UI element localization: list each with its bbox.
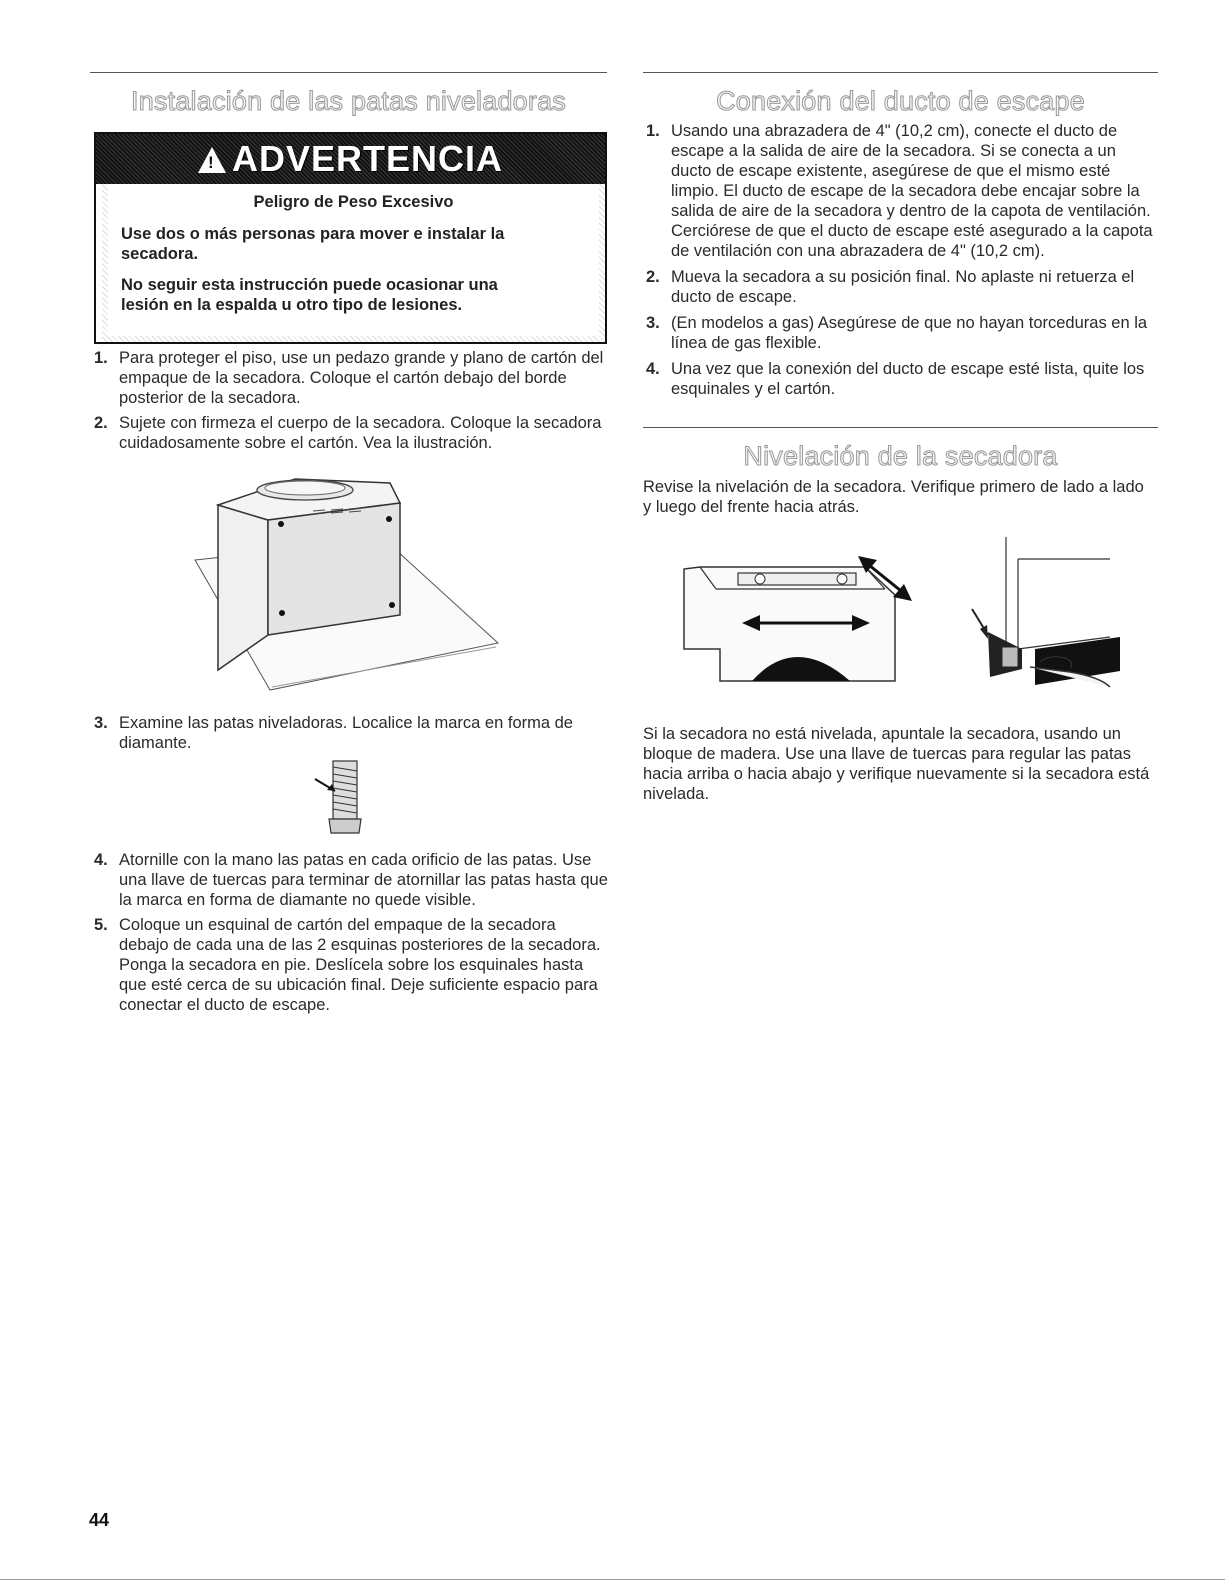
warning-banner-title: ADVERTENCIA: [231, 138, 503, 179]
leveling-adjust-text: Si la secadora no está nivelada, apuntale la secadora, usando un bloque de madera. Use una llave de tuercas para regular las patas hacia arriba o hacia abajo y verifique nuevamente si la secadora está nivelada.: [643, 725, 1150, 803]
list-item: [646, 121, 1158, 261]
step-text: (En modelos a gas) Asegúrese de que no hayan torceduras en la línea de gas flexible.: [671, 314, 1148, 352]
list-item: [94, 413, 609, 453]
left-steps-4-5: [94, 850, 609, 1015]
dryer-level-check-illustration: [680, 553, 920, 683]
warning-box: [94, 132, 607, 344]
step-text: Examine las patas niveladoras. Localice la marca en forma de diamante.: [119, 714, 573, 752]
list-item: [94, 850, 609, 910]
page-number: 44: [89, 1510, 110, 1530]
dryer-on-cardboard-illustration: [185, 465, 505, 695]
step-number: 3.: [646, 314, 660, 332]
left-steps-1-2: [94, 348, 609, 453]
list-item: [646, 267, 1158, 307]
bottom-edge-rule: [0, 1579, 1225, 1580]
step-number: 2.: [646, 268, 660, 286]
warning-text-1: Use dos o más personas para mover e instalar la secadora.: [121, 225, 505, 263]
step-text: Coloque un esquinal de cartón del empaque de la secadora debajo de cada una de las 2 esquinas posteriores de la secadora. Ponga la secadora en pie. Deslícela sobre los esquinales hasta que esté cerca de su ubicación final. Deje suficiente espacio para conectar el ducto de escape.: [119, 916, 601, 1014]
step-number: 4.: [646, 360, 660, 378]
step-text: Una vez que la conexión del ducto de escape esté lista, quite los esquinales y el cartón.: [671, 360, 1145, 398]
list-item: [646, 359, 1158, 399]
warning-banner: [96, 134, 605, 184]
step-number: 1.: [94, 349, 108, 367]
leveling-leg-illustration: [313, 757, 363, 839]
leveling-intro-text: Revise la nivelación de la secadora. Verifique primero de lado a lado y luego del frente hacia atrás.: [643, 478, 1144, 516]
step-text: Para proteger el piso, use un pedazo grande y plano de cartón del empaque de la secadora. Coloque el cartón debajo del borde posterior de la secadora.: [119, 349, 604, 407]
right-mid-rule: [643, 427, 1158, 428]
step-text: Atornille con la mano las patas en cada orificio de las patas. Use una llave de tuercas para terminar de atornillar las patas hasta que la marca en forma de diamante no quede visible.: [119, 851, 608, 909]
warning-triangle-icon: [198, 147, 226, 173]
list-item: [646, 313, 1158, 353]
left-top-rule: [90, 72, 607, 73]
left-step-3: [94, 713, 609, 753]
step-number: 1.: [646, 122, 660, 140]
step-number: 3.: [94, 714, 108, 732]
list-item: [94, 348, 609, 408]
step-number: 5.: [94, 916, 108, 934]
section-title-exhaust-connection: Conexión del ducto de escape: [716, 86, 1085, 116]
step-text: Mueva la secadora a su posición final. No aplaste ni retuerza el ducto de escape.: [671, 268, 1135, 306]
warning-body: [96, 184, 605, 342]
right-steps: [646, 121, 1158, 399]
step-text: Sujete con firmeza el cuerpo de la secadora. Coloque la secadora cuidadosamente sobre el cartón. Vea la ilustración.: [119, 414, 602, 452]
list-item: [94, 915, 609, 1015]
section-title-dryer-leveling: Nivelación de la secadora: [743, 441, 1058, 471]
warning-text-2: No seguir esta instrucción puede ocasionar una lesión en la espalda u otro tipo de lesiones.: [121, 276, 498, 314]
right-top-rule: [643, 72, 1158, 73]
list-item: [94, 713, 609, 753]
wrench-leg-adjust-illustration: [960, 537, 1150, 702]
warning-heading: Peligro de Peso Excesivo: [253, 193, 454, 211]
step-text: Usando una abrazadera de 4" (10,2 cm), conecte el ducto de escape a la salida de aire de la secadora. Si se conecta a un ducto de escape existente, asegúrese de que el mismo esté limpio. El ducto de escape de la secadora debe encajar sobre la salida de aire de la secadora y dentro de la capota de ventilación. Cerciórese de que el ducto de escape esté asegurado a la capota de ventilación con una abrazadera de 4" (10,2 cm).: [671, 122, 1153, 260]
step-number: 4.: [94, 851, 108, 869]
step-number: 2.: [94, 414, 108, 432]
section-title-leveling-legs: Instalación de las patas niveladoras: [131, 86, 566, 116]
